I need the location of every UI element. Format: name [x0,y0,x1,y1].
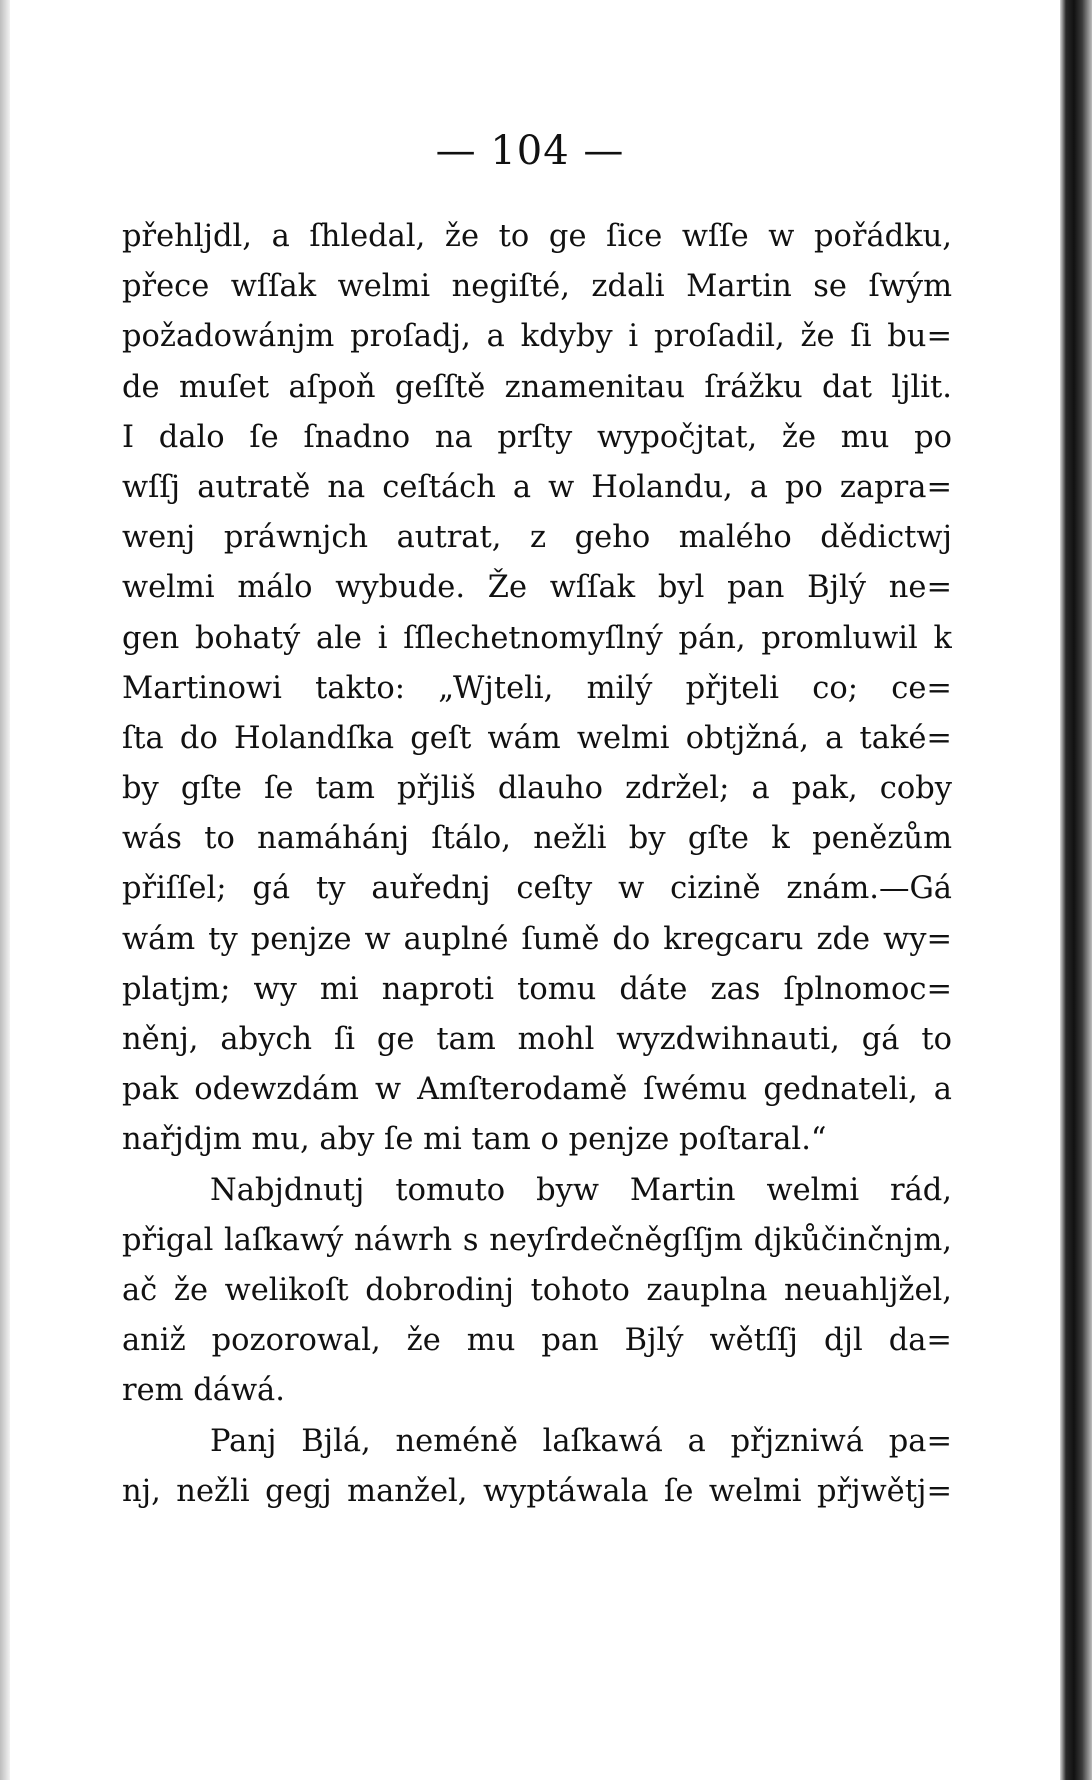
page-left-edge [0,0,10,1780]
text-line: ſta do Holandſka geſt wám welmi obtjžná, a také= [122,720,952,756]
text-line: aniž pozorowal, že mu pan Bjlý wětſſj djl da= [122,1323,952,1359]
text-line: nařjdjm mu, aby ſe mi tam o penjze poſtaral.“ [122,1122,827,1158]
text-line: nj, nežli gegj manžel, wyptáwala ſe welmi přjwětj= [122,1473,952,1509]
text-line: přece wſſak welmi negiſté, zdali Martin se ſwým [122,269,952,305]
text-line: platjm; wy mi naproti tomu dáte zas ſplnomoc= [122,971,952,1007]
text-line: požadowánjm proſadj, a kdyby i proſadil, že ſi bu= [122,319,952,355]
text-line: I dalo ſe ſnadno na prſty wypočjtat, že mu po [122,419,952,455]
text-line: Martinowi takto: „Wjteli, milý přjteli co; ce= [122,670,952,706]
page-body [122,212,952,1517]
text-line: něnj, abych ſi ge tam mohl wyzdwihnauti, gá to [122,1022,952,1057]
text-line: rem dáwá. [122,1373,285,1409]
text-line: Panj Bjlá, neméně laſkawá a přjzniwá pa= [210,1423,952,1459]
text-line: přiſſel; gá ty auřednj ceſty w cizině znám.—Gá [122,871,952,907]
text-line: wſſj autratě na ceſtách a w Holandu, a po zapra= [122,469,952,505]
text-line: de muſet aſpoň geſſtě znamenitau ſrážku dat ljlit. [122,369,952,405]
text-line: ač že welikoſt dobrodinj tohoto zauplna neuahljžel, [122,1272,952,1308]
text-line: welmi málo wybude. Že wſſak byl pan Bjlý ne= [122,570,952,606]
page-right-edge-shadow [1060,0,1092,1780]
text-line: přigal laſkawý náwrh s neyſrdečněgſſjm djkůčinčnjm, [122,1222,952,1258]
text-line: wenj práwnjch autrat, z geho malého dědictwj [122,520,952,556]
page-number: — 104 — [435,128,625,174]
text-line: by gſte ſe tam přjliš dlauho zdržel; a pak, coby [122,771,952,807]
text-line: wám ty penjze w auplné ſumě do kregcaru zde wy= [122,921,952,957]
text-line: přehljdl, a ſhledal, že to ge ſice wſſe w pořádku, [122,219,952,254]
text-line: pak odewzdám w Amſterodamě ſwému gednateli, a [122,1072,952,1108]
text-line: wás to namáhánj ſtálo, nežli by gſte k penězům [122,821,952,857]
text-line: Nabjdnutj tomuto byw Martin welmi rád, [210,1172,952,1208]
text-line: gen bohatý ale i ſſlechetnomyſlný pán, promluwil k [122,620,952,656]
